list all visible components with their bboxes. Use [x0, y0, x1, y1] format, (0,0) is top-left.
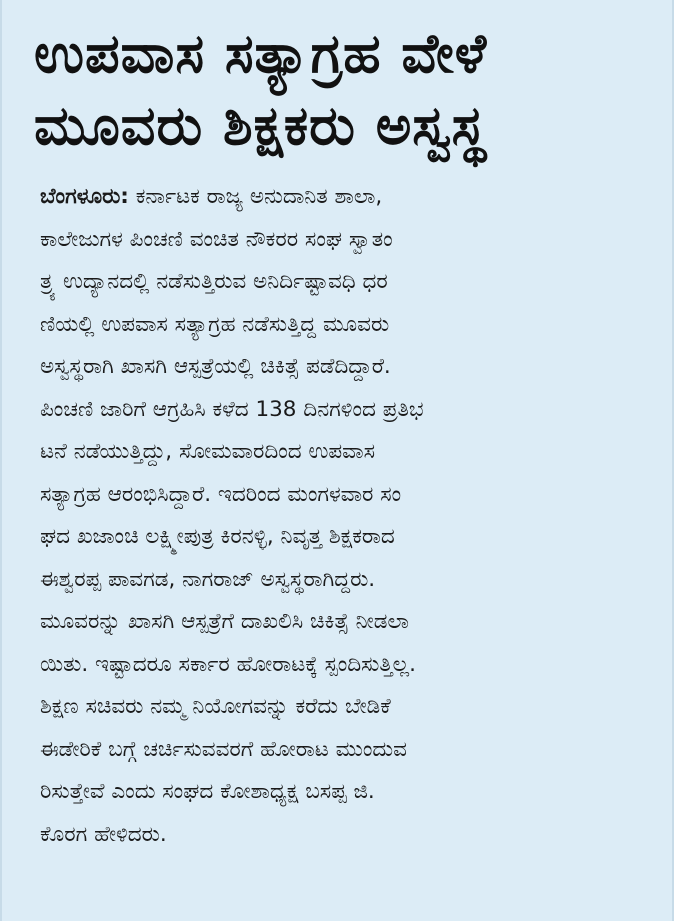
article-line: ಅಸ್ವಸ್ಥರಾಗಿ ಖಾಸಗಿ ಆಸ್ಪತ್ರೆಯಲ್ಲಿ ಚಿಕಿತ್ಸೆ ಪಡೆದಿದ್ದಾರೆ. [40, 354, 391, 379]
article-line: ಣಿಯಲ್ಲಿ ಉಪವಾಸ ಸತ್ಯಾಗ್ರಹ ನಡೆಸುತ್ತಿದ್ದ ಮೂವರು [40, 311, 390, 337]
article-line: ಟನೆ ನಡೆಯುತ್ತಿದ್ದು, ಸೋಮವಾರದಿಂದ ಉಪವಾಸ [40, 439, 375, 464]
article-line: ತ್ರ್ಯ ಉದ್ಯಾನದಲ್ಲಿ ನಡೆಸುತ್ತಿರುವ ಅನಿರ್ದಿಷ್ಟಾವಧಿ ಧರ [40, 269, 388, 294]
article-line: ಈಶ್ವರಪ್ಪ ಪಾವಗಡ, ನಾಗರಾಜ್ ಅಸ್ವಸ್ಥರಾಗಿದ್ದರು. [40, 566, 376, 592]
article-line: ಘದ ಖಜಾಂಚಿ ಲಕ್ಷ್ಮೀಪುತ್ರ ಕಿರನಳ್ಳಿ, ನಿವೃತ್ತ ಶಿಕ್ಷಕರಾದ [40, 524, 395, 549]
article-line: ಈಡೇರಿಕೆ ಬಗ್ಗೆ ಚರ್ಚಿಸುವವರಗೆ ಹೋರಾಟ ಮುಂದುವ [40, 736, 407, 762]
article-line: ಪಿಂಚಣಿ ಜಾರಿಗೆ ಆಗ್ರಹಿಸಿ ಕಳೆದ 138 ದಿನಗಳಿಂದ ಪ್ರತಿಭ [40, 396, 424, 422]
article-line: ಕೊರಗ ಹೇಳಿದರು. [40, 821, 167, 847]
article-text: ಕರ್ನಾಟಕ ರಾಜ್ಯ ಅನುದಾನಿತ ಶಾಲಾ, [128, 184, 383, 209]
article-line: ಶಿಕ್ಷಣ ಸಚಿವರು ನಮ್ಮ ನಿಯೋಗವನ್ನು ಕರೆದು ಬೇಡಿಕೆ [40, 694, 391, 719]
article-line: ಯಿತು. ಇಷ್ಟಾದರೂ ಸರ್ಕಾರ ಹೋರಾಟಕ್ಕೆ ಸ್ಪಂದಿಸುತ್ತಿಲ್ಲ. [40, 651, 416, 677]
article-line: ರಿಸುತ್ತೇವೆ ಎಂದು ಸಂಘದ ಕೋಶಾಧ್ಯಕ್ಷ ಬಸಪ್ಪ ಜಿ. [40, 779, 375, 804]
headline-line-2: ಮೂವರು ಶಿಕ್ಷಕರು ಅಸ್ವಸ್ಥ [34, 94, 487, 157]
article-line: ಮೂವರನ್ನು ಖಾಸಗಿ ಆಸ್ಪತ್ರೆಗೆ ದಾಖಲಿಸಿ ಚಿಕಿತ್ಸೆ ನೀಡಲಾ [40, 609, 409, 634]
article-line: ಕಾಲೇಜುಗಳ ಪಿಂಚಣಿ ವಂಚಿತ ನೌಕರರ ಸಂಘ ಸ್ವಾತಂ [40, 226, 393, 252]
article-body [40, 176, 646, 856]
article-line [40, 176, 646, 219]
headline-line-1: ಉಪವಾಸ ಸತ್ಯಾಗ್ರಹ ವೇಳೆ [34, 22, 488, 85]
headline [34, 18, 648, 162]
article-line: ಸತ್ಯಾಗ್ರಹ ಆರಂಭಿಸಿದ್ದಾರೆ. ಇದರಿಂದ ಮಂಗಳವಾರ ಸಂ [40, 481, 402, 507]
dateline: ಬೆಂಗಳೂರು: [40, 184, 129, 209]
